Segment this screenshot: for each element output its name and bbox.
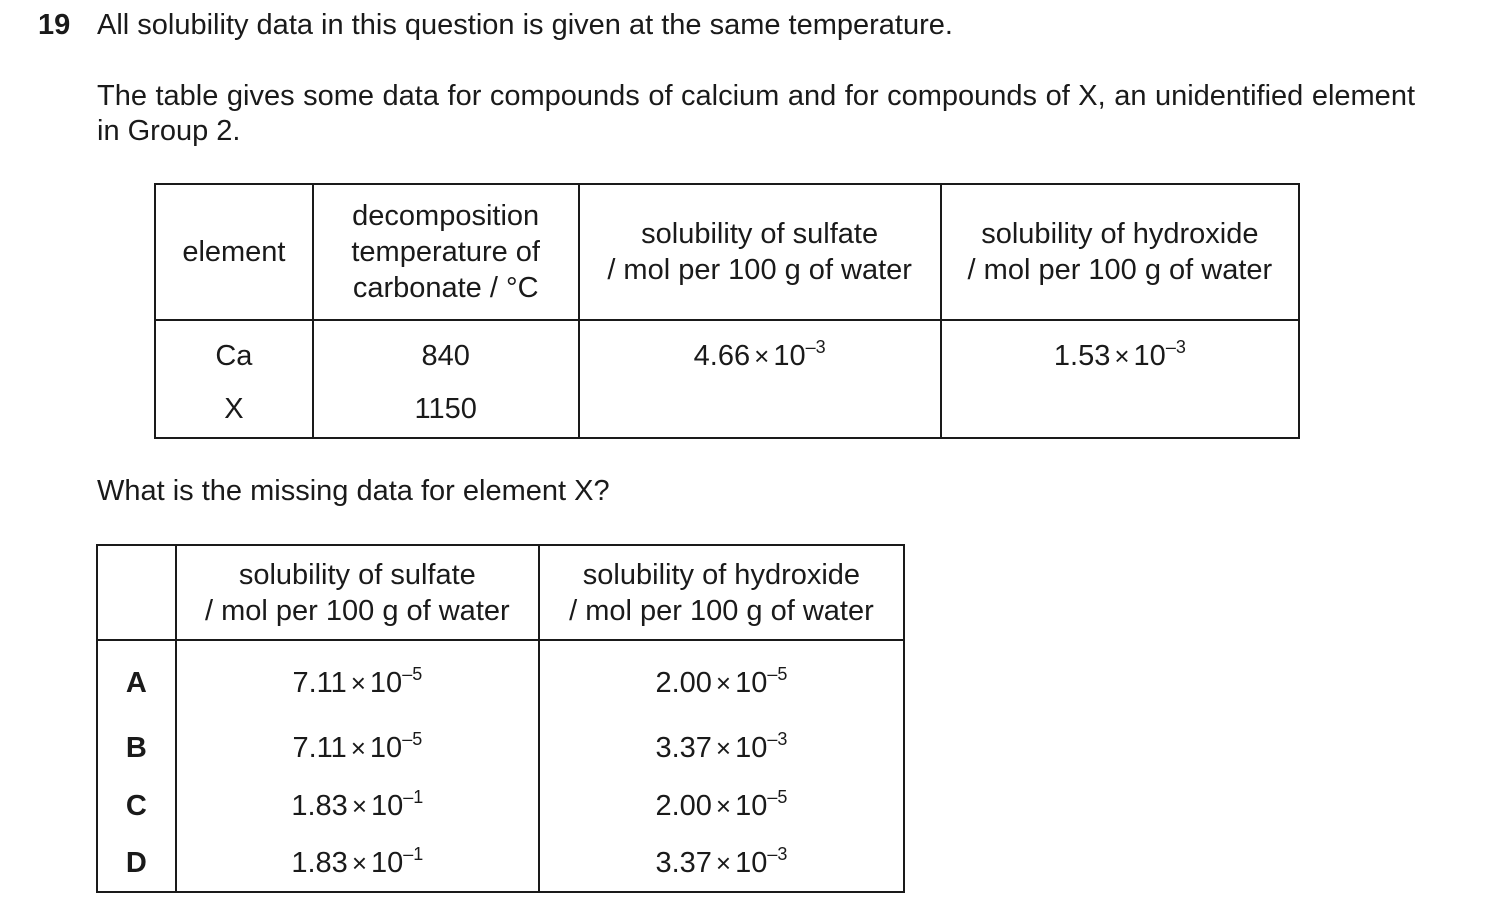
header-blank (97, 545, 176, 640)
cell-decomposition: 840 (313, 320, 579, 391)
cell-element: Ca (155, 320, 313, 391)
data-table (154, 183, 1300, 439)
option-hydroxide: $3.37 \times 10^{-3}$ (539, 835, 904, 892)
data-table-header-row (155, 184, 1299, 320)
table-row-x (155, 391, 1299, 438)
option-letter[interactable]: B (97, 719, 176, 777)
option-sulfate: $7.11 \times 10^{-5}$ (176, 640, 539, 719)
cell-hydroxide: $1.53 \times 10^{-3}$ (941, 320, 1299, 391)
header-sulfate: solubility of sulfate / mol per 100 g of water (579, 184, 941, 320)
answer-options-table (96, 544, 905, 893)
header-decomposition: decomposition temperature of carbonate / °C (313, 184, 579, 320)
question-number: 19 (38, 9, 71, 41)
header-element: element (155, 184, 313, 320)
question-prompt: What is the missing data for element X? (97, 475, 610, 507)
option-sulfate: $7.11 \times 10^{-5}$ (176, 719, 539, 777)
option-letter[interactable]: A (97, 640, 176, 719)
answer-option-c[interactable] (97, 777, 904, 835)
header-hydroxide: solubility of hydroxide / mol per 100 g of water (539, 545, 904, 640)
table-row-calcium (155, 320, 1299, 391)
option-hydroxide: $2.00 \times 10^{-5}$ (539, 640, 904, 719)
option-letter[interactable]: C (97, 777, 176, 835)
answer-option-b[interactable] (97, 719, 904, 777)
option-sulfate: $1.83 \times 10^{-1}$ (176, 777, 539, 835)
cell-decomposition: 1150 (313, 391, 579, 438)
answer-table-header-row (97, 545, 904, 640)
question-intro: All solubility data in this question is given at the same temperature. (97, 9, 953, 41)
answer-option-d[interactable] (97, 835, 904, 892)
answer-option-a[interactable] (97, 640, 904, 719)
option-sulfate: $1.83 \times 10^{-1}$ (176, 835, 539, 892)
cell-sulfate-empty (579, 391, 941, 438)
question-paragraph: The table gives some data for compounds of calcium and for compounds of X, an unidentified element in Group 2. (97, 80, 1415, 147)
header-hydroxide: solubility of hydroxide / mol per 100 g of water (941, 184, 1299, 320)
cell-sulfate: $4.66 \times 10^{-3}$ (579, 320, 941, 391)
cell-hydroxide-empty (941, 391, 1299, 438)
cell-element: X (155, 391, 313, 438)
option-hydroxide: $3.37 \times 10^{-3}$ (539, 719, 904, 777)
header-sulfate: solubility of sulfate / mol per 100 g of water (176, 545, 539, 640)
option-hydroxide: $2.00 \times 10^{-5}$ (539, 777, 904, 835)
option-letter[interactable]: D (97, 835, 176, 892)
